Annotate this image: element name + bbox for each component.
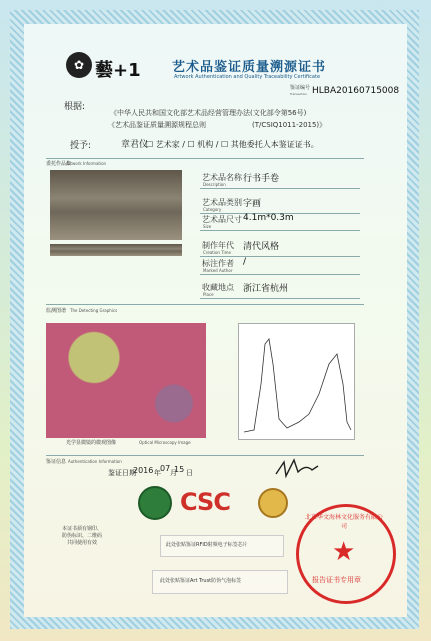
field-underline — [200, 188, 360, 189]
field-label-en: Category — [203, 207, 222, 212]
cert-no-label: 鉴证编号 — [290, 85, 311, 91]
field-underline — [200, 298, 360, 299]
footer-note: 本证书须有钢印、防伪标识、二维码共同使用有效 — [61, 526, 102, 546]
cert-number: HLBA20160715008 — [312, 86, 400, 96]
spectrum-graph — [238, 323, 355, 440]
field-value: 字画 — [243, 199, 262, 209]
basis-line-2: 《艺术品鉴证质量溯源规程总则 — [108, 121, 206, 129]
badge-icon — [258, 488, 288, 518]
field-underline — [200, 274, 360, 275]
cert-no-label-en: Transaction — [290, 92, 308, 96]
field-label: 标注作者 — [202, 259, 234, 268]
brand-logo-icon: ✿ — [66, 52, 92, 78]
field-label: 艺术品尺寸 — [202, 215, 242, 224]
field-label: 艺术品类别 — [202, 198, 242, 207]
auth-day-unit: 日 — [186, 469, 193, 477]
graphics-section-label: 监测图谱 — [46, 308, 67, 314]
grant-label: 授予: — [70, 141, 92, 151]
field-value: 行书手卷 — [243, 174, 280, 184]
grant-options: ☐ 艺术家 / ☐ 机构 / ☐ 其他委托人本鉴证证书。 — [146, 140, 319, 149]
spectrum-curve — [239, 324, 354, 439]
field-underline — [200, 230, 360, 231]
brand-logo-text: 藝+1 — [95, 60, 141, 81]
certificate-title-en: Artwork Authentication and Quality Traceability Certificate — [174, 74, 321, 80]
field-label: 收藏地点 — [202, 283, 234, 292]
seal-star-icon: ★ — [332, 537, 356, 567]
csc-logo: CSC — [180, 488, 230, 516]
basis-line-1: 《中华人民共和国文化部艺术品经营管理办法(文化部令第56号) — [110, 109, 307, 117]
basis-label: 根据: — [64, 102, 86, 112]
certificate-title: 艺术品鉴证质量溯源证书 — [172, 60, 327, 75]
microscopy-caption-en: Optical Microscopy Image — [139, 440, 191, 445]
auth-month: 07 — [160, 464, 171, 473]
artwork-section-label: 委托作品集 — [46, 161, 72, 167]
auth-section-label-en: Authentication Information — [68, 459, 122, 464]
auth-section-label: 鉴证信息 — [46, 459, 67, 465]
field-label-en: Size — [203, 224, 212, 229]
field-value: 4.1m*0.3m — [243, 213, 294, 223]
divider — [46, 304, 364, 305]
auth-year: 2016 — [133, 466, 154, 475]
field-value: 浙江省杭州 — [243, 284, 289, 294]
bubble-tag-text: 此处张贴鉴证Art Trust防伪气泡标签 — [160, 578, 242, 584]
signature — [272, 456, 320, 480]
seal-bottom-text: 报告证书专用章 — [312, 576, 361, 584]
field-label-en: Description — [203, 182, 226, 187]
microscopy-image — [46, 323, 206, 438]
auth-date-label: 鉴证日期 — [108, 469, 136, 477]
graphics-section-label-en: The Detecting Graphics — [70, 308, 118, 313]
emblem-icon — [138, 486, 172, 520]
field-value: / — [243, 257, 247, 267]
divider — [46, 158, 364, 159]
auth-year-unit: 年 — [154, 469, 161, 477]
auth-day: 15 — [174, 465, 185, 474]
field-label-en: Place — [203, 292, 214, 297]
artwork-photo — [50, 170, 182, 240]
field-label: 艺术品名称 — [202, 173, 242, 182]
grantee-name: 章君仪 — [121, 140, 149, 150]
artwork-photo-detail — [50, 244, 182, 256]
field-underline — [200, 256, 360, 257]
field-label: 制作年代 — [202, 241, 234, 250]
basis-line-2-code: (T/CSIQ1011-2015)》 — [252, 121, 327, 129]
auth-month-unit: 月 — [170, 469, 177, 477]
microscopy-caption: 光学显微镜的微观图像 — [66, 440, 117, 446]
seal-text: 北京华文海林文化服务有限公司 — [304, 514, 383, 530]
rfid-tag-text: 此处张贴鉴证RFID射频电子标签芯片 — [166, 542, 248, 548]
field-value: 清代风格 — [243, 242, 280, 252]
field-label-en: Marked Author — [203, 268, 233, 273]
field-label-en: Creation Time — [203, 250, 231, 255]
artwork-section-label-en: Artwork Information — [66, 161, 107, 166]
